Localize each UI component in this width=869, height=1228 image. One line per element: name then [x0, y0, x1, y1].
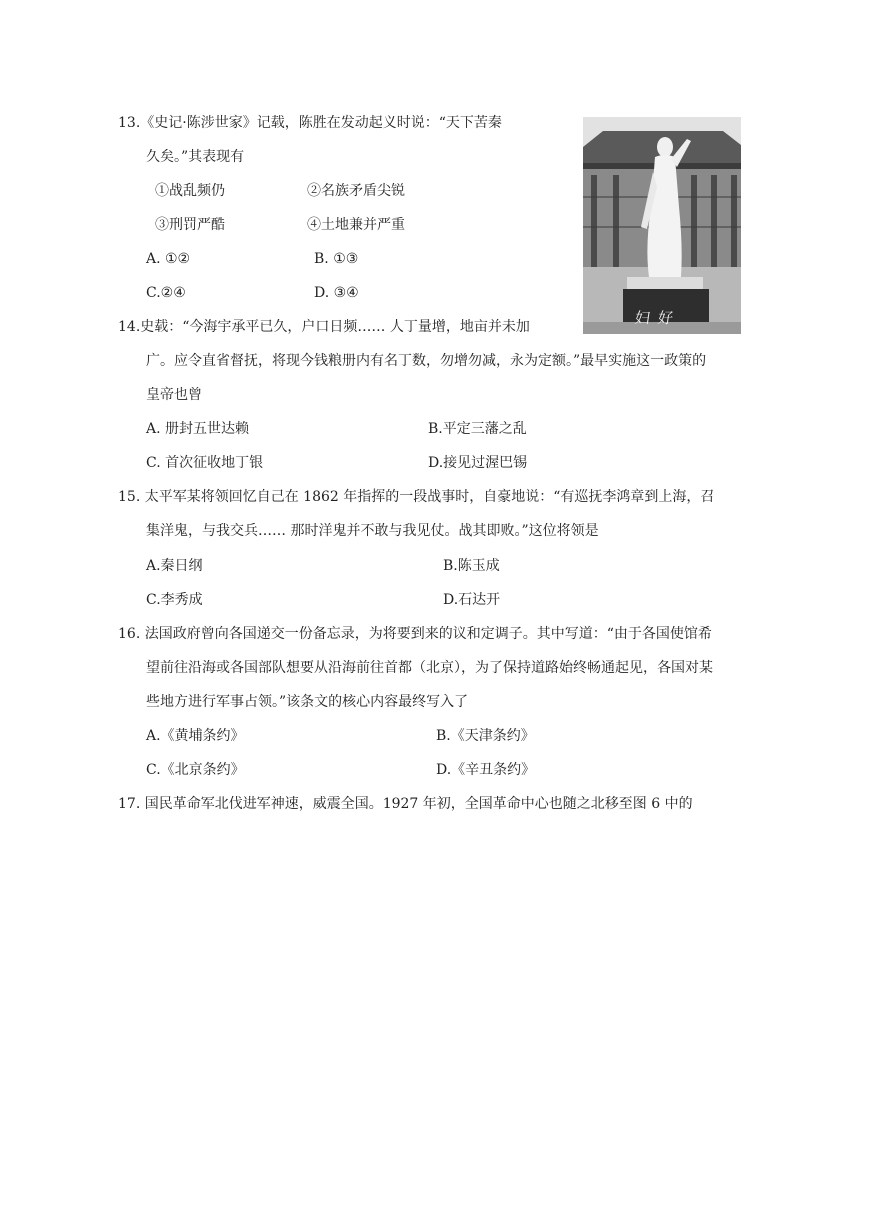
q15-option-d: D.石达开: [443, 592, 501, 608]
q15-stem-line1: 15. 太平军某将领回忆自己在 1862 年指挥的一段战事时，自豪地说：“有巡抚李鸿章到上海，召: [118, 489, 715, 505]
q13-option-d: D. ③④: [314, 285, 359, 301]
q16-stem-line3: 些地方进行军事占领。”该条文的核心内容最终写入了: [146, 694, 469, 710]
q15-option-c: C.李秀成: [146, 592, 203, 608]
q13-item-3: ③刑罚严酷: [155, 217, 225, 233]
q17-stem-line1: 17. 国民革命军北伐进军神速，威震全国。1927 年初，全国革命中心也随之北移至图 6 中的: [118, 796, 693, 812]
q13-option-c: C.②④: [146, 285, 186, 301]
q13-stem-line2: 久矣。”其表现有: [146, 149, 245, 165]
q13-option-b: B. ①③: [314, 251, 359, 267]
q15-option-b: B.陈玉成: [443, 558, 500, 574]
q13-item-4: ④土地兼并严重: [307, 217, 405, 233]
q14-option-b: B.平定三藩之乱: [428, 421, 527, 437]
q13-option-a: A. ①②: [146, 251, 191, 267]
q14-option-a: A. 册封五世达赖: [146, 421, 250, 437]
q16-stem-line2: 望前往沿海或各国部队想要从沿海前往首都（北京），为了保持道路始终畅通起见，各国对某: [146, 660, 713, 676]
q16-option-b: B.《天津条约》: [436, 728, 535, 744]
q16-option-c: C.《北京条约》: [146, 762, 245, 778]
q14-option-c: C. 首次征收地丁银: [146, 455, 264, 471]
q14-option-d: D.接见过渥巴锡: [428, 455, 528, 471]
q13-item-1: ①战乱频仍: [155, 183, 225, 199]
q13-stem-line1: 13.《史记·陈涉世家》记载，陈胜在发动起义时说：“天下苦秦: [118, 115, 502, 131]
q14-stem-line2: 广。应令直省督抚，将现今钱粮册内有名丁数，勿增勿减，永为定额。”最早实施这一政策的: [146, 353, 707, 369]
statue-photo-image: [583, 117, 741, 334]
statue-photo: [583, 117, 741, 334]
statue-inscription: 妇好: [633, 309, 683, 327]
q15-option-a: A.秦日纲: [146, 558, 203, 574]
q16-option-d: D.《辛丑条约》: [436, 762, 536, 778]
q15-stem-line2: 集洋鬼，与我交兵…… 那时洋鬼并不敢与我见仗。战其即败。”这位将领是: [146, 523, 599, 539]
q14-stem-line3: 皇帝也曾: [146, 387, 202, 403]
q13-item-2: ②名族矛盾尖锐: [307, 183, 405, 199]
q16-stem-line1: 16. 法国政府曾向各国递交一份备忘录，为将要到来的议和定调子。其中写道：“由于各国使馆希: [118, 626, 712, 642]
q14-stem-line1: 14.史载：“今海宇承平已久，户口日频…… 人丁量增，地亩并未加: [118, 319, 530, 335]
q16-option-a: A.《黄埔条约》: [146, 728, 245, 744]
